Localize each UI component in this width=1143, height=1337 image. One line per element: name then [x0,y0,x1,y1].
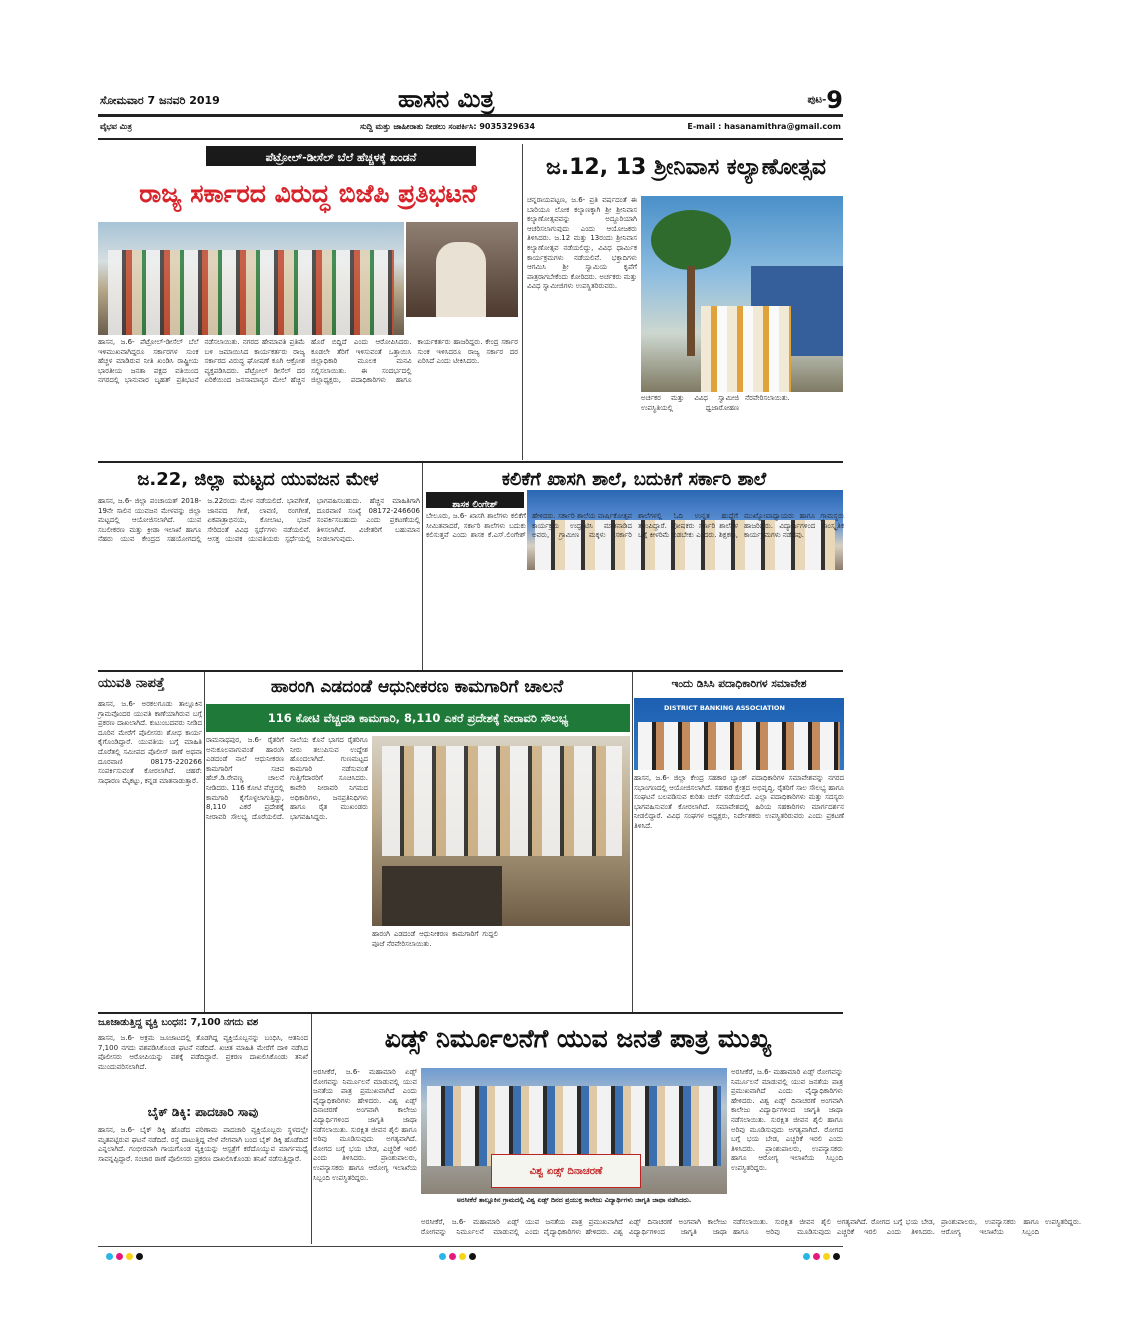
publication-name: ವೈಭವ ಮಿತ್ರ [100,122,132,131]
story2-headline: ಜ.12, 13 ಶ್ರೀನಿವಾಸ ಕಲ್ಯಾಣೋತ್ಸವ [545,155,827,180]
masthead-title: ಹಾಸನ ಮಿತ್ರ [398,84,495,113]
story6-body: ರಾಮನಾಥಪುರ, ಜ.6- ರೈತರಿಗೆ ಅನುಕೂಲವಾಗುವಂತೆ ಹಾರಂಗಿ ಎಡದಂಡೆ ನಾಲೆ ಆಧುನೀಕರಣ ಕಾಮಗಾರಿಗೆ ಸಚಿವ ಹೆಚ್.ಡಿ.ರೇವಣ್ಣ ಚಾಲನೆ ನೀಡಿದರು. 116 ಕೋಟಿ ವೆಚ್ಚದಲ್ಲಿ ಕಾಮಗಾರಿ ಕೈಗೊಳ್ಳಲಾಗುತ್ತಿದ್ದು, 8,110 ಎಕರೆ ಪ್ರದೇಶಕ್ಕೆ ನೀರಾವರಿ ಸೌಲಭ್ಯ ದೊರೆಯಲಿದೆ. ನಾಲೆಯ ಕೊನೆ ಭಾಗದ ರೈತರಿಗೂ ನೀರು ತಲುಪಿಸುವ ಉದ್ದೇಶ ಹೊಂದಲಾಗಿದೆ. ಗುಣಮಟ್ಟದ ಕಾಮಗಾರಿ ನಡೆಸುವಂತೆ ಗುತ್ತಿಗೆದಾರರಿಗೆ ಸೂಚಿಸಿದರು. ಕಾವೇರಿ ನೀರಾವರಿ ನಿಗಮದ ಅಧಿಕಾರಿಗಳು, ಜನಪ್ರತಿನಿಧಿಗಳು ಹಾಗೂ ರೈತ ಮುಖಂಡರು ಭಾಗವಹಿಸಿದ್ದರು. [206,736,368,821]
story8-body: ಹಾಸನ, ಜ.6- ಅಕ್ರಮ ಜೂಜಾಟದಲ್ಲಿ ತೊಡಗಿದ್ದ ವ್ಯಕ್ತಿಯೊಬ್ಬನನ್ನು ಬಂಧಿಸಿ, ಆತನಿಂದ 7,100 ನಗದು ವಶಪಡಿಸಿಕೊಂಡ ಘಟನೆ ನಡೆದಿದೆ. ಖಚಿತ ಮಾಹಿತಿ ಮೇರೆಗೆ ದಾಳಿ ನಡೆಸಿದ ಪೊಲೀಸರು ಆರೋಪಿಯನ್ನು ವಶಕ್ಕೆ ಪಡೆದಿದ್ದಾರೆ. ಪ್ರಕರಣ ದಾಖಲಿಸಿಕೊಂಡು ತನಿಖೆ ಮುಂದುವರಿಸಲಾಗಿದೆ. [98,1034,308,1071]
story3-headline: ಜ.22, ಜಿಲ್ಲಾ ಮಟ್ಟದ ಯುವಜನ ಮೇಳ [137,469,379,490]
registration-dot-cyan-3 [803,1253,810,1260]
story2-photo [641,196,843,392]
story7-headline: ಇಂದು ಡಿಸಿಸಿ ಪದಾಧಿಕಾರಿಗಳ ಸಮಾವೇಶ [671,678,807,690]
story10-body-bottom: ಅರಸೀಕೆರೆ, ಜ.6- ಮಹಾಮಾರಿ ಏಡ್ಸ್ ರೋಗವನ್ನು ನಿರ್ಮೂಲನೆ ಮಾಡುವಲ್ಲಿ ಯುವ ಜನತೆಯ ಪಾತ್ರ ಪ್ರಮುಖವಾಗಿದೆ ಎಂದು ವೈದ್ಯಾಧಿಕಾರಿಗಳು ಹೇಳಿದರು. ವಿಶ್ವ ಏಡ್ಸ್ ದಿನಾಚರಣೆ ಅಂಗವಾಗಿ ಕಾಲೇಜು ವಿದ್ಯಾರ್ಥಿಗಳಿಂದ ಜಾಗೃತಿ ಜಾಥಾ ನಡೆಸಲಾಯಿತು. ಸುರಕ್ಷಿತ ಜೀವನ ಶೈಲಿ ಹಾಗೂ ಅರಿವು ಮೂಡಿಸುವುದು ಅಗತ್ಯವಾಗಿದೆ. ರೋಗದ ಬಗ್ಗೆ ಭಯ ಬೇಡ, ಎಚ್ಚರಿಕೆ ಇರಲಿ ಎಂದು ತಿಳಿಸಿದರು. ಪ್ರಾಂಶುಪಾಲರು, ಉಪನ್ಯಾಸಕರು ಹಾಗೂ ಆರೋಗ್ಯ ಇಲಾಖೆಯ ಸಿಬ್ಬಂದಿ ಉಪಸ್ಥಿತರಿದ್ದರು. [421,1218,1082,1236]
story5-body: ಹಾಸನ, ಜ.6- ಅರಕಲಗೂಡು ತಾಲ್ಲೂಕಿನ ಗ್ರಾಮವೊಂದರ ಯುವತಿ ಕಾಣೆಯಾಗಿರುವ ಬಗ್ಗೆ ಪ್ರಕರಣ ದಾಖಲಾಗಿದೆ. ಕುಟುಂಬದವರು ನೀಡಿದ ದೂರಿನ ಮೇರೆಗೆ ಪೊಲೀಸರು ಶೋಧ ಕಾರ್ಯ ಕೈಗೊಂಡಿದ್ದಾರೆ. ಯುವತಿಯ ಬಗ್ಗೆ ಮಾಹಿತಿ ದೊರೆತಲ್ಲಿ ಸಮೀಪದ ಪೊಲೀಸ್ ಠಾಣೆ ಅಥವಾ ದೂರವಾಣಿ 08175-220266 ಸಂಪರ್ಕಿಸುವಂತೆ ಕೋರಲಾಗಿದೆ. ಚಹರೆ: ಸಾಧಾರಣ ಮೈಕಟ್ಟು, ಕನ್ನಡ ಮಾತನಾಡುತ್ತಾರೆ. [98,700,202,785]
story6-subhead: 116 ಕೋಟಿ ವೆಚ್ಚದಡಿ ಕಾಮಗಾರಿ, 8,110 ಎಕರೆ ಪ್ರದೇಶಕ್ಕೆ ನೀರಾವರಿ ಸೌಲಭ್ಯ [267,711,569,725]
story1-kicker-text: ಪೆಟ್ರೋಲ್-ಡೀಸೆಲ್ ಬೆಲೆ ಹೆಚ್ಚಳಕ್ಕೆ ಖಂಡನೆ [265,151,417,164]
divider-col-3 [204,672,205,1012]
story8-headline: ಜೂಜಾಡುತ್ತಿದ್ದ ವ್ಯಕ್ತಿ ಬಂಧನ: 7,100 ನಗದು ವಶ [98,1017,259,1028]
rule-bottom [98,1246,843,1247]
registration-dot-magenta-3 [813,1253,820,1260]
divider-col-5 [311,1014,312,1244]
page-label [807,86,843,114]
registration-dot-yellow [126,1253,133,1260]
story2-photo-trunk [687,266,695,356]
email-line: E-mail : hasanamithra@gmail.com [687,122,841,131]
story4-kicker-text: ಶಾಸಕ ಲಿಂಗೇಶ್ [452,500,498,510]
story3-body: ಹಾಸನ, ಜ.6- ಜಿಲ್ಲಾ ಪಂಚಾಯತ್ 2018-19ನೇ ಸಾಲಿನ ಯುವಜನ ಮೇಳವನ್ನು ಜಿಲ್ಲಾ ಮಟ್ಟದಲ್ಲಿ ಆಯೋಜಿಸಲಾಗಿದೆ. ಯುವ ಸಬಲೀಕರಣ ಮತ್ತು ಕ್ರೀಡಾ ಇಲಾಖೆ ಹಾಗೂ ನೆಹರು ಯುವ ಕೇಂದ್ರದ ಸಹಯೋಗದಲ್ಲಿ ಜ.22ರಂದು ಮೇಳ ನಡೆಯಲಿದೆ. ಭಾವಗೀತೆ, ಜಾನಪದ ಗೀತೆ, ಲಾವಣಿ, ರಂಗಗೀತೆ, ಏಕಪಾತ್ರಾಭಿನಯ, ಕೋಲಾಟ, ಭಜನೆ ಸೇರಿದಂತೆ ವಿವಿಧ ಸ್ಪರ್ಧೆಗಳು ನಡೆಯಲಿವೆ. ಆಸಕ್ತ ಯುವಕ ಯುವತಿಯರು ಸ್ಪರ್ಧೆಯಲ್ಲಿ ಭಾಗವಹಿಸಬಹುದು. ಹೆಚ್ಚಿನ ಮಾಹಿತಿಗಾಗಿ ದೂರವಾಣಿ ಸಂಖ್ಯೆ 08172-246606 ಸಂಪರ್ಕಿಸಬಹುದು ಎಂದು ಪ್ರಕಟಣೆಯಲ್ಲಿ ತಿಳಿಸಲಾಗಿದೆ. ವಿಜೇತರಿಗೆ ಬಹುಮಾನ ನೀಡಲಾಗುವುದು. [98,497,420,544]
story2-photo-people [701,306,791,392]
registration-dot-black-2 [469,1253,476,1260]
info-strip [98,120,843,134]
story5-headline: ಯುವತಿ ನಾಪತ್ತೆ [98,676,165,691]
story7-banner: DISTRICT BANKING ASSOCIATION [664,704,785,712]
story2-body: ಚನ್ನರಾಯಪಟ್ಟಣ, ಜ.6- ಪ್ರತಿ ವರ್ಷದಂತೆ ಈ ಬಾರಿಯೂ ಲೋಕ ಕಲ್ಯಾಣಕ್ಕಾಗಿ ಶ್ರೀ ಶ್ರೀನಿವಾಸ ಕಲ್ಯಾಣೋತ್ಸವವನ್ನು ಅದ್ದೂರಿಯಾಗಿ ಆಚರಿಸಲಾಗುವುದು ಎಂದು ಆಯೋಜಕರು ತಿಳಿಸಿದರು. ಜ.12 ಮತ್ತು 13ರಂದು ಶ್ರೀನಿವಾಸ ಕಲ್ಯಾಣೋತ್ಸವ ನಡೆಯಲಿದ್ದು, ವಿವಿಧ ಧಾರ್ಮಿಕ ಕಾರ್ಯಕ್ರಮಗಳು ನಡೆಯಲಿವೆ. ಭಕ್ತಾದಿಗಳು ಆಗಮಿಸಿ ಶ್ರೀ ಸ್ವಾಮಿಯ ಕೃಪೆಗೆ ಪಾತ್ರರಾಗಬೇಕೆಂದು ಕೋರಿದರು. ಅರ್ಚಕರು ಮತ್ತು ವಿವಿಧ ಸ್ವಾಮೀಜಿಗಳು ಉಪಸ್ಥಿತರಿರುವರು. [527,196,637,291]
story9-headline: ಬೈಕ್ ಡಿಕ್ಕಿ: ಪಾದಚಾರಿ ಸಾವು [147,1105,259,1119]
story7-photo [634,698,844,770]
story2-photo-tree [651,210,731,270]
story6-photo [372,736,630,926]
story1-body: ಹಾಸನ, ಜ.6- ಪೆಟ್ರೋಲ್-ಡೀಸೆಲ್ ಬೆಲೆ ಇಳಿಮುಖವಾಗಿದ್ದರೂ ಸರ್ಕಾರಗಳ ಸುಂಕ ಹೆಚ್ಚಳ ಮಾಡಿರುವ ನೀತಿ ಖಂಡಿಸಿ ರಾಷ್ಟ್ರೀಯ ಭಾರತೀಯ ಜನತಾ ಪಕ್ಷದ ವತಿಯಿಂದ ನಗರದಲ್ಲಿ ಭಾನುವಾರ ಬೃಹತ್ ಪ್ರತಿಭಟನೆ ನಡೆಸಲಾಯಿತು. ನಗರದ ಹೇಮಾವತಿ ಪ್ರತಿಮೆ ಬಳಿ ಜಮಾಯಿಸಿದ ಕಾರ್ಯಕರ್ತರು ರಾಜ್ಯ ಸರ್ಕಾರದ ವಿರುದ್ಧ ಘೋಷಣೆ ಕೂಗಿ ಆಕ್ರೋಶ ವ್ಯಕ್ತಪಡಿಸಿದರು. ಪೆಟ್ರೋಲ್ ಡೀಸೆಲ್ ದರ ಏರಿಕೆಯಿಂದ ಜನಸಾಮಾನ್ಯರ ಮೇಲೆ ಹೆಚ್ಚಿನ ಹೊರೆ ಬಿದ್ದಿದೆ ಎಂದು ಆರೋಪಿಸಿದರು. ಕೂಡಲೇ ತೆರಿಗೆ ಇಳಿಸುವಂತೆ ಒತ್ತಾಯಿಸಿ ಜಿಲ್ಲಾಧಿಕಾರಿ ಮೂಲಕ ಮನವಿ ಸಲ್ಲಿಸಲಾಯಿತು. ಈ ಸಂದರ್ಭದಲ್ಲಿ ಜಿಲ್ಲಾಧ್ಯಕ್ಷರು, ಪದಾಧಿಕಾರಿಗಳು ಹಾಗೂ ಕಾರ್ಯಕರ್ತರು ಹಾಜರಿದ್ದರು. ಕೇಂದ್ರ ಸರ್ಕಾರ ಸುಂಕ ಇಳಿಸಿದರೂ ರಾಜ್ಯ ಸರ್ಕಾರ ದರ ಏರಿಸಿದೆ ಎಂದು ಟೀಕಿಸಿದರು. [98,338,518,385]
masthead-rule-bottom [98,138,843,140]
story6-headline: ಹಾರಂಗಿ ಎಡದಂಡೆ ಆಧುನೀಕರಣ ಕಾಮಗಾರಿಗೆ ಚಾಲನೆ [270,677,564,697]
divider-col-4 [632,672,633,1012]
registration-dot-magenta-2 [449,1253,456,1260]
story10-banner [491,1154,641,1188]
story10-caption: ಅರಸೀಕೆರೆ ತಾಲ್ಲೂಕಿನ ಗ್ರಾಮದಲ್ಲಿ ವಿಶ್ವ ಏಡ್ಸ್ ದಿನದ ಪ್ರಯುಕ್ತ ಕಾಲೇಜು ವಿದ್ಯಾರ್ಥಿಗಳು ಜಾಗೃತಿ ಜಾಥಾ ನಡೆಸಿದರು. [456,1196,692,1204]
registration-dot-yellow-2 [459,1253,466,1260]
registration-dot-yellow-3 [823,1253,830,1260]
story1-photo-inset [406,222,518,317]
page-number: 9 [826,86,843,114]
story4-headline: ಕಲಿಕೆಗೆ ಖಾಸಗಿ ಶಾಲೆ, ಬದುಕಿಗೆ ಸರ್ಕಾರಿ ಶಾಲೆ [501,469,767,490]
registration-dot-black-3 [833,1253,840,1260]
page-label-text: ಪುಟ- [807,94,827,106]
story4-body: ಬೇಲೂರು, ಜ.6- ಖಾಸಗಿ ಶಾಲೆಗಳು ಕಲಿಕೆಗೆ ಸೀಮಿತವಾದರೆ, ಸರ್ಕಾರಿ ಶಾಲೆಗಳು ಬದುಕು ಕಲಿಸುತ್ತವೆ ಎಂದು ಶಾಸಕ ಕೆ.ಎಸ್.ಲಿಂಗೇಶ್ ಹೇಳಿದರು. ಸರ್ಕಾರಿ ಶಾಲೆಯ ವಾರ್ಷಿಕೋತ್ಸವ ಕಾರ್ಯಕ್ರಮ ಉದ್ಘಾಟಿಸಿ ಮಾತನಾಡಿದ ಅವರು, ಗ್ರಾಮೀಣ ಮಕ್ಕಳು ಸರ್ಕಾರಿ ಶಾಲೆಗಳಲ್ಲಿ ಓದಿ ಉನ್ನತ ಹುದ್ದೆಗೆ ತಲುಪಿದ್ದಾರೆ. ಪೋಷಕರು ಸರ್ಕಾರಿ ಶಾಲೆಗಳ ಬಗ್ಗೆ ಕೀಳರಿಮೆ ಬಿಡಬೇಕು ಎಂದರು. ಶಿಕ್ಷಕರು, ಮುಖ್ಯೋಪಾಧ್ಯಾಯರು ಹಾಗೂ ಗ್ರಾಮಸ್ಥರು ಹಾಜರಿದ್ದರು. ವಿದ್ಯಾರ್ಥಿಗಳಿಂದ ಸಾಂಸ್ಕೃತಿಕ ಕಾರ್ಯಕ್ರಮಗಳು ನಡೆದವು. [426,512,844,540]
story7-photo-people [638,722,840,770]
story10-body-left: ಅರಸೀಕೆರೆ, ಜ.6- ಮಹಾಮಾರಿ ಏಡ್ಸ್ ರೋಗವನ್ನು ನಿರ್ಮೂಲನೆ ಮಾಡುವಲ್ಲಿ ಯುವ ಜನತೆಯ ಪಾತ್ರ ಪ್ರಮುಖವಾಗಿದೆ ಎಂದು ವೈದ್ಯಾಧಿಕಾರಿಗಳು ಹೇಳಿದರು. ವಿಶ್ವ ಏಡ್ಸ್ ದಿನಾಚರಣೆ ಅಂಗವಾಗಿ ಕಾಲೇಜು ವಿದ್ಯಾರ್ಥಿಗಳಿಂದ ಜಾಗೃತಿ ಜಾಥಾ ನಡೆಸಲಾಯಿತು. ಸುರಕ್ಷಿತ ಜೀವನ ಶೈಲಿ ಹಾಗೂ ಅರಿವು ಮೂಡಿಸುವುದು ಅಗತ್ಯವಾಗಿದೆ. ರೋಗದ ಬಗ್ಗೆ ಭಯ ಬೇಡ, ಎಚ್ಚರಿಕೆ ಇರಲಿ ಎಂದು ತಿಳಿಸಿದರು. ಪ್ರಾಂಶುಪಾಲರು, ಉಪನ್ಯಾಸಕರು ಹಾಗೂ ಆರೋಗ್ಯ ಇಲಾಖೆಯ ಸಿಬ್ಬಂದಿ ಉಪಸ್ಥಿತರಿದ್ದರು. [313,1068,417,1182]
story1-photo-crowd [108,250,394,335]
registration-dot-black [136,1253,143,1260]
contact-line: ಸುದ್ದಿ ಮತ್ತು ಜಾಹೀರಾತು ನೀಡಲು ಸಂಪರ್ಕಿಸಿ: 9035329634 [360,122,536,131]
registration-dot-cyan [106,1253,113,1260]
story10-banner-text: ವಿಶ್ವ ಏಡ್ಸ್ ದಿನಾಚರಣೆ [529,1166,603,1177]
divider-col-1 [522,144,523,460]
story4-kicker [426,492,524,508]
story2-caption: ಅರ್ಚಕರ ಮತ್ತು ವಿವಿಧ ಸ್ವಾಮೀಜಿ ಉಪಸ್ಥಿತಿಯಲ್ಲಿ ಧ್ವಜಾರೋಹಣ ನೆರವೇರಿಸಲಾಯಿತು. [641,394,790,412]
story1-headline: ರಾಜ್ಯ ಸರ್ಕಾರದ ವಿರುದ್ಧ ಬಿಜೆಪಿ ಪ್ರತಿಭಟನೆ [139,179,477,208]
story6-subhead-bar [206,704,630,732]
story7-body: ಹಾಸನ, ಜ.6- ಜಿಲ್ಲಾ ಕೇಂದ್ರ ಸಹಕಾರ ಬ್ಯಾಂಕ್ ಪದಾಧಿಕಾರಿಗಳ ಸಮಾವೇಶವನ್ನು ನಗರದ ಸಭಾಂಗಣದಲ್ಲಿ ಆಯೋಜಿಸಲಾಗಿದೆ. ಸಹಕಾರ ಕ್ಷೇತ್ರದ ಅಭಿವೃದ್ಧಿ, ರೈತರಿಗೆ ಸಾಲ ಸೌಲಭ್ಯ ಹಾಗೂ ಸಂಘಟನೆ ಬಲಪಡಿಸುವ ಕುರಿತು ಚರ್ಚೆ ನಡೆಯಲಿದೆ. ಎಲ್ಲಾ ಪದಾಧಿಕಾರಿಗಳು ಮತ್ತು ಸದಸ್ಯರು ಭಾಗವಹಿಸುವಂತೆ ಕೋರಲಾಗಿದೆ. ಸಮಾವೇಶದಲ್ಲಿ ಹಿರಿಯ ಸಹಕಾರಿಗಳು ಮಾರ್ಗದರ್ಶನ ನೀಡಲಿದ್ದಾರೆ. ವಿವಿಧ ಸಂಘಗಳ ಅಧ್ಯಕ್ಷರು, ನಿರ್ದೇಶಕರು ಉಪಸ್ಥಿತರಿರುವರು ಎಂದು ಪ್ರಕಟಣೆ ತಿಳಿಸಿದೆ. [634,774,844,830]
masthead-rule-top [98,114,843,117]
story10-headline: ಏಡ್ಸ್ ನಿರ್ಮೂಲನೆಗೆ ಯುವ ಜನತೆ ಪಾತ್ರ ಮುಖ್ಯ [384,1024,772,1053]
divider-col-2 [422,463,423,670]
story1-inset-figure [436,242,486,317]
story9-body: ಹಾಸನ, ಜ.6- ಬೈಕ್ ಡಿಕ್ಕಿ ಹೊಡೆದ ಪರಿಣಾಮ ಪಾದಚಾರಿ ವ್ಯಕ್ತಿಯೊಬ್ಬರು ಸ್ಥಳದಲ್ಲೇ ಮೃತಪಟ್ಟಿರುವ ಘಟನೆ ನಡೆದಿದೆ. ರಸ್ತೆ ದಾಟುತ್ತಿದ್ದ ವೇಳೆ ವೇಗವಾಗಿ ಬಂದ ಬೈಕ್ ಡಿಕ್ಕಿ ಹೊಡೆದಿದೆ ಎನ್ನಲಾಗಿದೆ. ಗಂಭೀರವಾಗಿ ಗಾಯಗೊಂಡ ವ್ಯಕ್ತಿಯನ್ನು ಆಸ್ಪತ್ರೆಗೆ ಕರೆದೊಯ್ಯುವ ಮಾರ್ಗಮಧ್ಯೆ ಸಾವನ್ನಪ್ಪಿದ್ದಾರೆ. ಸಂಚಾರ ಠಾಣೆ ಪೊಲೀಸರು ಪ್ರಕರಣ ದಾಖಲಿಸಿಕೊಂಡು ತನಿಖೆ ನಡೆಸುತ್ತಿದ್ದಾರೆ. [98,1126,308,1163]
story6-photo-people [382,746,622,856]
story6-photo-stone [382,866,502,926]
story1-kicker [206,146,476,166]
story10-body-right: ಅರಸೀಕೆರೆ, ಜ.6- ಮಹಾಮಾರಿ ಏಡ್ಸ್ ರೋಗವನ್ನು ನಿರ್ಮೂಲನೆ ಮಾಡುವಲ್ಲಿ ಯುವ ಜನತೆಯ ಪಾತ್ರ ಪ್ರಮುಖವಾಗಿದೆ ಎಂದು ವೈದ್ಯಾಧಿಕಾರಿಗಳು ಹೇಳಿದರು. ವಿಶ್ವ ಏಡ್ಸ್ ದಿನಾಚರಣೆ ಅಂಗವಾಗಿ ಕಾಲೇಜು ವಿದ್ಯಾರ್ಥಿಗಳಿಂದ ಜಾಗೃತಿ ಜಾಥಾ ನಡೆಸಲಾಯಿತು. ಸುರಕ್ಷಿತ ಜೀವನ ಶೈಲಿ ಹಾಗೂ ಅರಿವು ಮೂಡಿಸುವುದು ಅಗತ್ಯವಾಗಿದೆ. ರೋಗದ ಬಗ್ಗೆ ಭಯ ಬೇಡ, ಎಚ್ಚರಿಕೆ ಇರಲಿ ಎಂದು ತಿಳಿಸಿದರು. ಪ್ರಾಂಶುಪಾಲರು, ಉಪನ್ಯಾಸಕರು ಹಾಗೂ ಆರೋಗ್ಯ ಇಲಾಖೆಯ ಸಿಬ್ಬಂದಿ ಉಪಸ್ಥಿತರಿದ್ದರು. [731,1068,843,1172]
registration-dot-magenta [116,1253,123,1260]
story10-photo [421,1068,727,1194]
masthead-date: ಸೋಮವಾರ 7 ಜನವರಿ 2019 [100,94,220,107]
registration-dot-cyan-2 [439,1253,446,1260]
story6-caption: ಹಾರಂಗಿ ಎಡದಂಡೆ ಆಧುನೀಕರಣ ಕಾಮಗಾರಿಗೆ ಗುದ್ದಲಿ ಪೂಜೆ ನೆರವೇರಿಸಲಾಯಿತು. [372,930,498,948]
story1-photo [98,222,404,335]
